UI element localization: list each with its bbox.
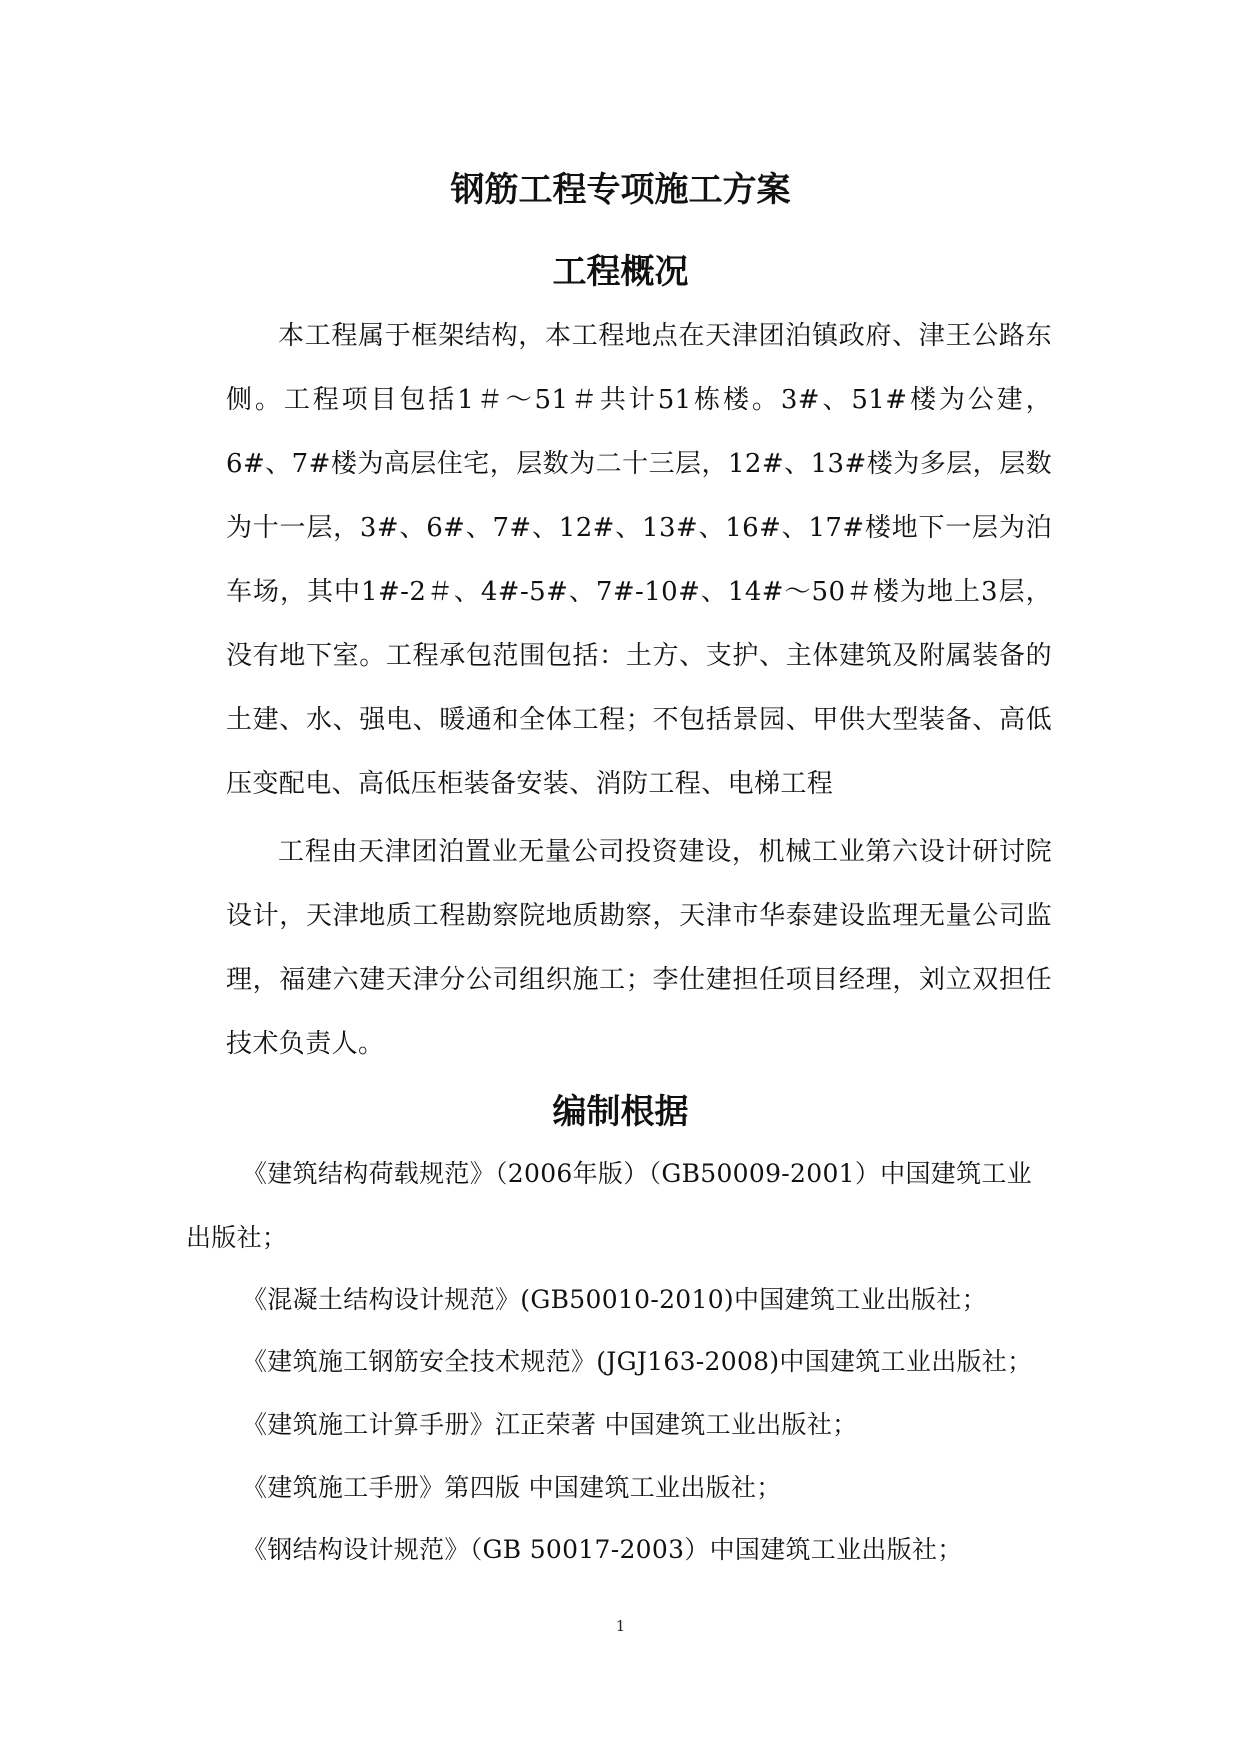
reference-item-continuation: 出版社； <box>186 1223 288 1252</box>
reference-item: 《混凝土结构设计规范》(GB50010-2010)中国建筑工业出版社； <box>242 1285 987 1314</box>
reference-item: 《建筑施工手册》第四版 中国建筑工业出版社； <box>242 1473 782 1502</box>
overview-paragraph-2: 工程由天津团泊置业无量公司投资建设，机械工业第六设计研讨院设计，天津地质工程勘察院地质勘察，天津市华泰建设监理无量公司监理，福建六建天津分公司组织施工；李仕建担任项目经理，刘立双担任技术负责人。 <box>226 837 1052 1059</box>
document-title: 钢筋工程专项施工方案 <box>450 170 791 210</box>
reference-item: 《钢结构设计规范》（GB 50017-2003）中国建筑工业出版社； <box>242 1535 963 1564</box>
reference-item: 《建筑结构荷载规范》（2006年版）（GB50009-2001）中国建筑工业 <box>242 1159 1032 1188</box>
section-heading-basis: 编制根据 <box>552 1092 689 1132</box>
section-heading-overview: 工程概况 <box>552 252 689 292</box>
reference-item: 《建筑施工计算手册》江正荣著 中国建筑工业出版社； <box>242 1410 858 1439</box>
overview-paragraph-1: 本工程属于框架结构，本工程地点在天津团泊镇政府、津王公路东侧。工程项目包括1＃～51＃共计51栋楼。3#、51#楼为公建，6#、7#楼为高层住宅，层数为二十三层，12#、13#楼为多层，层数为十一层，3#、6#、7#、12#、13#、16#、17#楼地下一层为泊车场，其中1#-2＃、4#-5#、7#-10#、14#～50＃楼为地上3层，没有地下室。工程承包范围包括：土方、支护、主体建筑及附属装备的土建、水、强电、暖通和全体工程；不包括景园、甲供大型装备、高低压变配电、高低压柜装备安装、消防工程、电梯工程 <box>226 321 1052 799</box>
page-number: 1 <box>615 1617 626 1635</box>
reference-item: 《建筑施工钢筋安全技术规范》(JGJ163-2008)中国建筑工业出版社； <box>242 1347 1033 1376</box>
